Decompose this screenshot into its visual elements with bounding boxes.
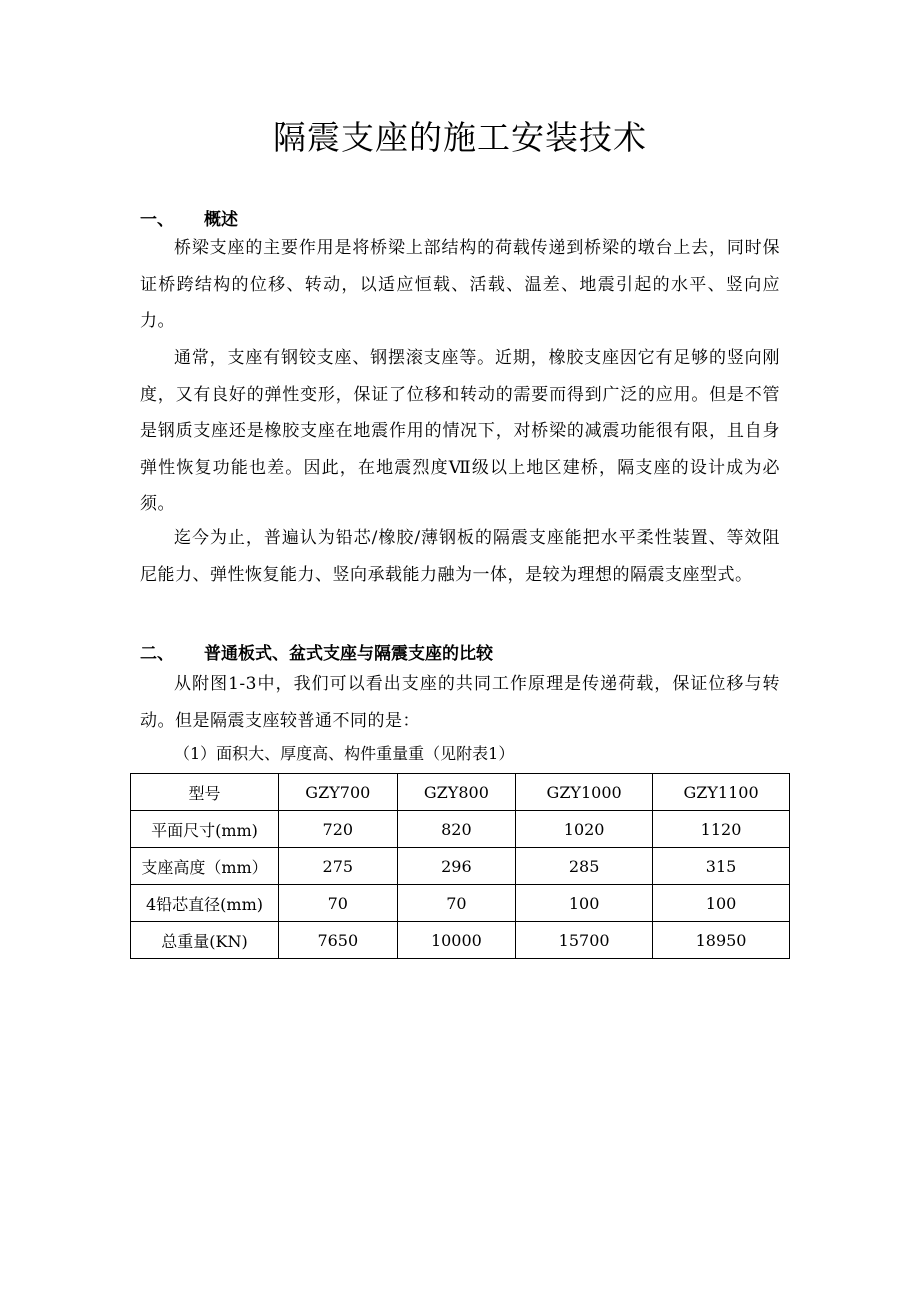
section-2-heading	[140, 639, 493, 664]
table-row-label: 支座高度（mm）	[131, 848, 279, 885]
table-header-cell: 型号	[131, 774, 279, 811]
table-row-label: 总重量(KN)	[131, 922, 279, 959]
section-1-number: 一、	[140, 210, 174, 230]
document-title: 隔震支座的施工安装技术	[273, 118, 647, 157]
section-1-paragraph-2: 通常，支座有钢铰支座、钢摆滚支座等。近期，橡胶支座因它有足够的竖向刚度，又有良好的弹性变形，保证了位移和转动的需要而得到广泛的应用。但是不管是钢质支座还是橡胶支座在地震作用的情况下，对桥梁的减震功能很有限，且自身弹性恢复功能也差。因此，在地震烈度Ⅶ级以上地区建桥，隔支座的设计成为必须。	[140, 348, 780, 514]
table-cell: 720	[279, 811, 398, 848]
spec-table	[130, 773, 790, 959]
table-cell: 315	[653, 848, 790, 885]
section-2-number: 二、	[140, 644, 174, 664]
table-cell: 18950	[653, 922, 790, 959]
table-cell: 100	[516, 885, 653, 922]
table-cell: 1020	[516, 811, 653, 848]
section-1-paragraph-1: 桥梁支座的主要作用是将桥梁上部结构的荷载传递到桥梁的墩台上去，同时保证桥跨结构的位移、转动，以适应恒载、活载、温差、地震引起的水平、竖向应力。	[140, 238, 780, 331]
table-cell: 10000	[397, 922, 516, 959]
table-header-cell: GZY1000	[516, 774, 653, 811]
table-header-row	[131, 774, 790, 811]
table-row	[131, 922, 790, 959]
table-cell: 1120	[653, 811, 790, 848]
table-header-cell: GZY800	[397, 774, 516, 811]
table-cell: 15700	[516, 922, 653, 959]
table-row	[131, 848, 790, 885]
table-cell: 7650	[279, 922, 398, 959]
section-1-paragraph-3: 迄今为止，普遍认为铅芯/橡胶/薄钢板的隔震支座能把水平柔性装置、等效阻尼能力、弹性恢复能力、竖向承载能力融为一体，是较为理想的隔震支座型式。	[140, 528, 780, 585]
table-header-cell: GZY700	[279, 774, 398, 811]
table-header-cell: GZY1100	[653, 774, 790, 811]
table-cell: 285	[516, 848, 653, 885]
table-cell: 70	[397, 885, 516, 922]
table-cell: 70	[279, 885, 398, 922]
section-1-title: 概述	[204, 210, 238, 230]
table-row-label: 4铅芯直径(mm)	[131, 885, 279, 922]
section-2-title: 普通板式、盆式支座与隔震支座的比较	[204, 644, 493, 664]
table-cell: 100	[653, 885, 790, 922]
table-row	[131, 811, 790, 848]
table-cell: 296	[397, 848, 516, 885]
table-caption: （1）面积大、厚度高、构件重量重（见附表1）	[174, 744, 515, 763]
table-cell: 275	[279, 848, 398, 885]
table-cell: 820	[397, 811, 516, 848]
table-row	[131, 885, 790, 922]
section-1-heading	[140, 205, 238, 230]
section-2-paragraph-1: 从附图1-3中，我们可以看出支座的共同工作原理是传递荷载，保证位移与转动。但是隔震支座较普通不同的是：	[140, 674, 780, 731]
table-row-label: 平面尺寸(mm)	[131, 811, 279, 848]
